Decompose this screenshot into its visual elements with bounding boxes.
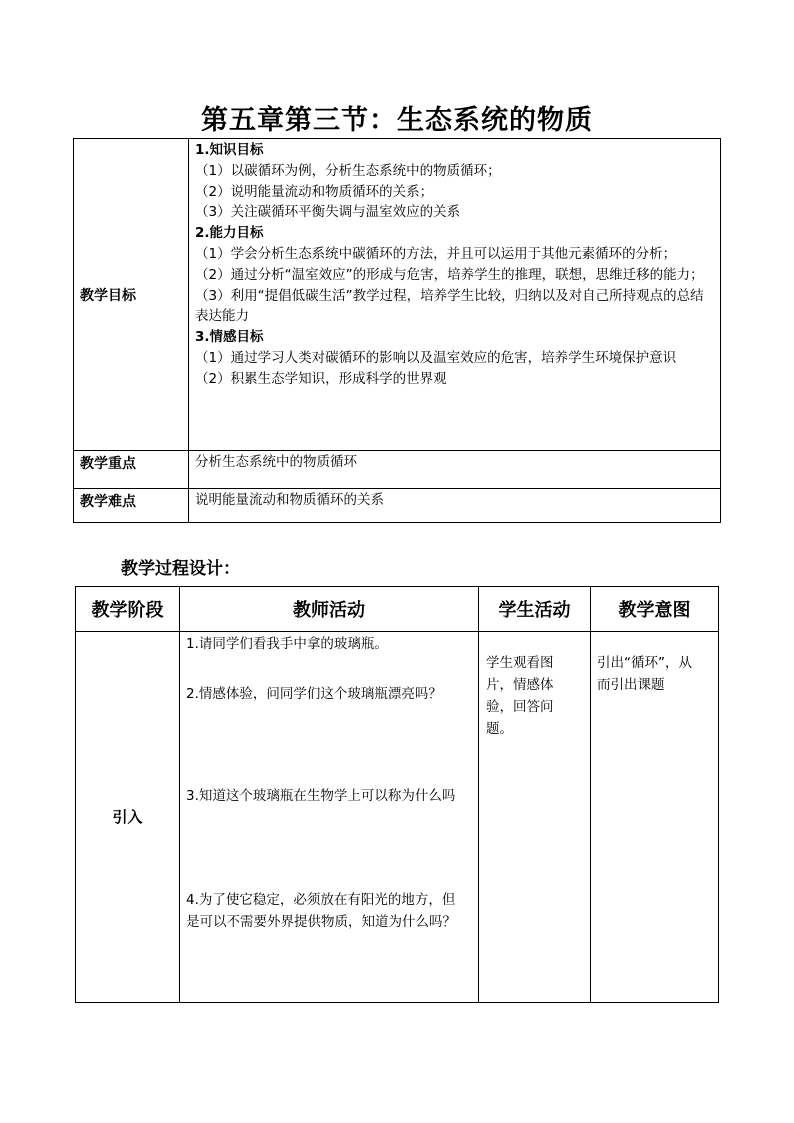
student-activity-cell <box>479 632 591 1003</box>
process-header-row <box>76 587 719 632</box>
intent-cell <box>591 632 719 1003</box>
difficulty-label: 教学难点 <box>74 489 189 523</box>
ability-item: （2）通过分析“温室效应”的形成与危害，培养学生的推理，联想，思维迁移的能力； <box>195 266 704 283</box>
intent-text: 引出“循环”，从而引出课题 <box>597 655 692 693</box>
difficulty-value: 说明能量流动和物质循环的关系 <box>189 489 721 523</box>
process-table <box>75 586 719 1003</box>
process-heading: 教学过程设计： <box>121 559 240 579</box>
key-point-value: 分析生态系统中的物质循环 <box>189 451 721 489</box>
header-teacher: 教师活动 <box>180 587 479 632</box>
key-point-row <box>74 451 721 489</box>
difficulty-row <box>74 489 721 523</box>
goals-label: 教学目标 <box>74 139 189 451</box>
emotion-item: （2）积累生态学知识，形成科学的世界观 <box>195 370 447 387</box>
key-point-label: 教学重点 <box>74 451 189 489</box>
page-title: 第五章第三节：生态系统的物质 <box>201 105 593 136</box>
knowledge-heading: 1.知识目标 <box>195 142 264 158</box>
teacher-step: 2.情感体验，问同学们这个玻璃瓶漂亮吗？ <box>186 686 442 702</box>
emotion-heading: 3.情感目标 <box>195 329 264 346</box>
teacher-step: 3.知道这个玻璃瓶在生物学上可以称为什么吗 <box>186 788 456 804</box>
header-student: 学生活动 <box>479 587 591 632</box>
teacher-step: 4.为了使它稳定，必须放在有阳光的地方，但是可以不需要外界提供物质，知道为什么吗？ <box>186 892 456 930</box>
student-activity-text: 学生观看图片，情感体验，回答问题。 <box>486 655 554 737</box>
header-stage: 教学阶段 <box>76 587 180 632</box>
teacher-step: 1.请同学们看我手中拿的玻璃瓶。 <box>186 636 388 652</box>
knowledge-item: （2）说明能量流动和物质循环的关系； <box>195 183 434 200</box>
header-intent: 教学意图 <box>591 587 719 632</box>
knowledge-item: （3）关注碳循环平衡失调与温室效应的关系 <box>195 204 461 221</box>
emotion-item: （1）通过学习人类对碳循环的影响以及温室效应的危害，培养学生环境保护意识 <box>195 349 677 366</box>
ability-item: （1）学会分析生态系统中碳循环的方法，并且可以运用于其他元素循环的分析； <box>195 245 677 262</box>
ability-heading: 2.能力目标 <box>195 225 264 242</box>
ability-item: （3）利用“提倡低碳生活”教学过程，培养学生比较，归纳以及对自己所持观点的总结表达能力 <box>195 287 704 325</box>
knowledge-item: （1）以碳循环为例，分析生态系统中的物质循环； <box>195 162 501 179</box>
goals-content <box>189 139 721 451</box>
goals-row <box>74 139 721 451</box>
teacher-activity-cell <box>180 632 479 1003</box>
objectives-table <box>73 138 721 523</box>
process-row <box>76 632 719 1003</box>
stage-cell: 引入 <box>76 632 180 1003</box>
